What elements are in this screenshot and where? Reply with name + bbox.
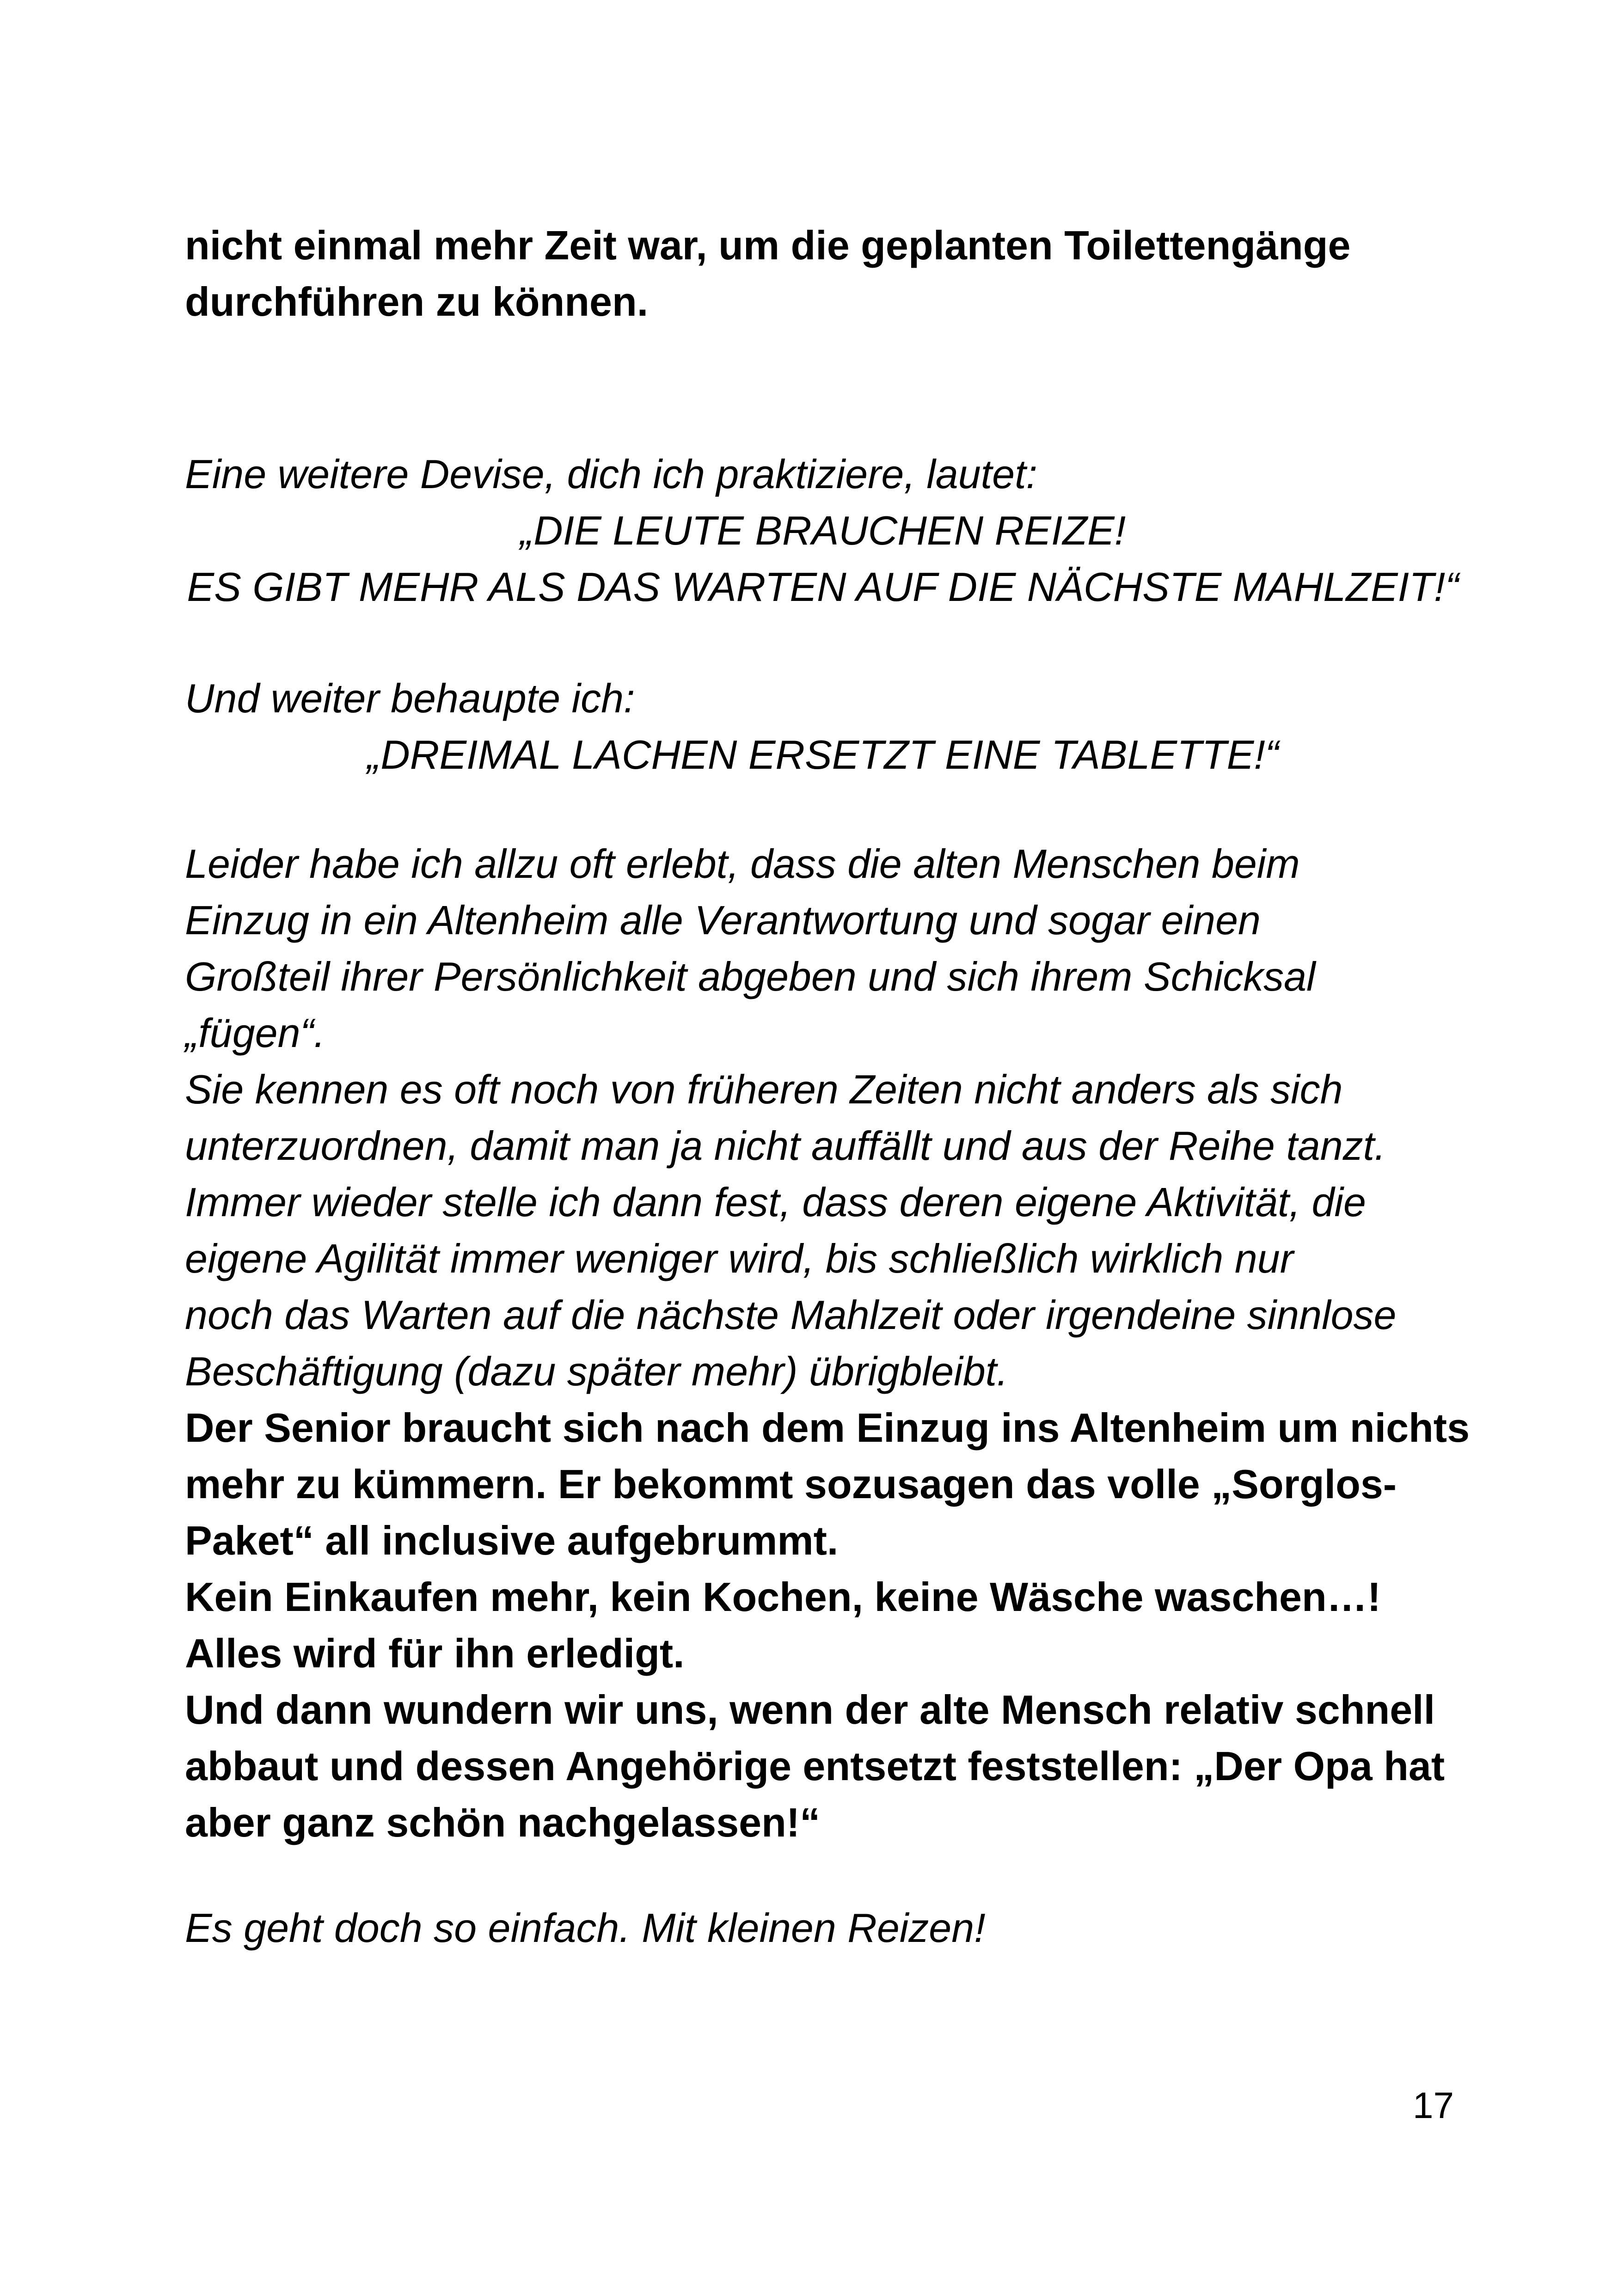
paragraph-altenheim (185, 836, 1461, 1400)
text-line: Alles wird für ihn erledigt. (185, 1630, 685, 1676)
text-line: Einzug in ein Altenheim alle Verantwortung und sogar einen (185, 897, 1261, 943)
text-line: eigene Agilität immer weniger wird, bis schließlich wirklich nur (185, 1236, 1293, 1281)
text-line: Kein Einkaufen mehr, kein Kochen, keine Wäsche waschen…! (185, 1574, 1381, 1620)
text-line: unterzuordnen, damit man ja nicht auffällt und aus der Reihe tanzt. (185, 1123, 1386, 1169)
text-line: Und dann wundern wir uns, wenn der alte Mensch relativ schnell (185, 1687, 1435, 1733)
quote-line: ES GIBT MEHR ALS DAS WARTEN AUF DIE NÄCHSTE MAHLZEIT!“ (187, 564, 1459, 610)
text-line: Und weiter behaupte ich: (185, 675, 635, 721)
page-number: 17 (1413, 2085, 1454, 2126)
paragraph-senior (185, 1400, 1470, 1851)
quote-line: „DIE LEUTE BRAUCHEN REIZE! (520, 508, 1126, 553)
quote-reize (185, 502, 1461, 615)
text-line: „fügen“. (185, 1010, 325, 1056)
paragraph-behaupte-intro (185, 670, 1461, 727)
text-line: noch das Warten auf die nächste Mahlzeit oder irgendeine sinnlose (185, 1292, 1397, 1338)
quote-lachen (185, 727, 1461, 783)
text-line: abbaut und dessen Angehörige entsetzt feststellen: „Der Opa hat (185, 1743, 1445, 1789)
text-line: Paket“ all inclusive aufgebrummt. (185, 1518, 839, 1563)
text-line: Immer wieder stelle ich dann fest, dass deren eigene Aktivität, die (185, 1179, 1366, 1225)
text-line: Es geht doch so einfach. Mit kleinen Reizen! (185, 1905, 986, 1951)
text-line: durchführen zu können. (185, 279, 649, 325)
text-line: nicht einmal mehr Zeit war, um die geplanten Toilettengänge (185, 222, 1351, 268)
text-line: Großteil ihrer Persönlichkeit abgeben und sich ihrem Schicksal (185, 954, 1316, 999)
text-line: mehr zu kümmern. Er bekommt sozusagen das volle „Sorglos- (185, 1461, 1397, 1507)
text-line: Leider habe ich allzu oft erlebt, dass die alten Menschen beim (185, 841, 1300, 887)
paragraph-devise-intro (185, 446, 1461, 502)
paragraph-toilet-time (185, 217, 1461, 330)
text-line: Eine weitere Devise, dich ich praktiziere, lautet: (185, 451, 1037, 497)
quote-line: „DREIMAL LACHEN ERSETZT EINE TABLETTE!“ (367, 732, 1279, 778)
paragraph-closing (185, 1900, 1461, 1956)
text-line: aber ganz schön nachgelassen!“ (185, 1800, 821, 1845)
text-line: Beschäftigung (dazu später mehr) übrigbleibt. (185, 1348, 1008, 1394)
text-line: Sie kennen es oft noch von früheren Zeiten nicht anders als sich (185, 1066, 1343, 1112)
text-line: Der Senior braucht sich nach dem Einzug ins Altenheim um nichts (185, 1405, 1470, 1451)
